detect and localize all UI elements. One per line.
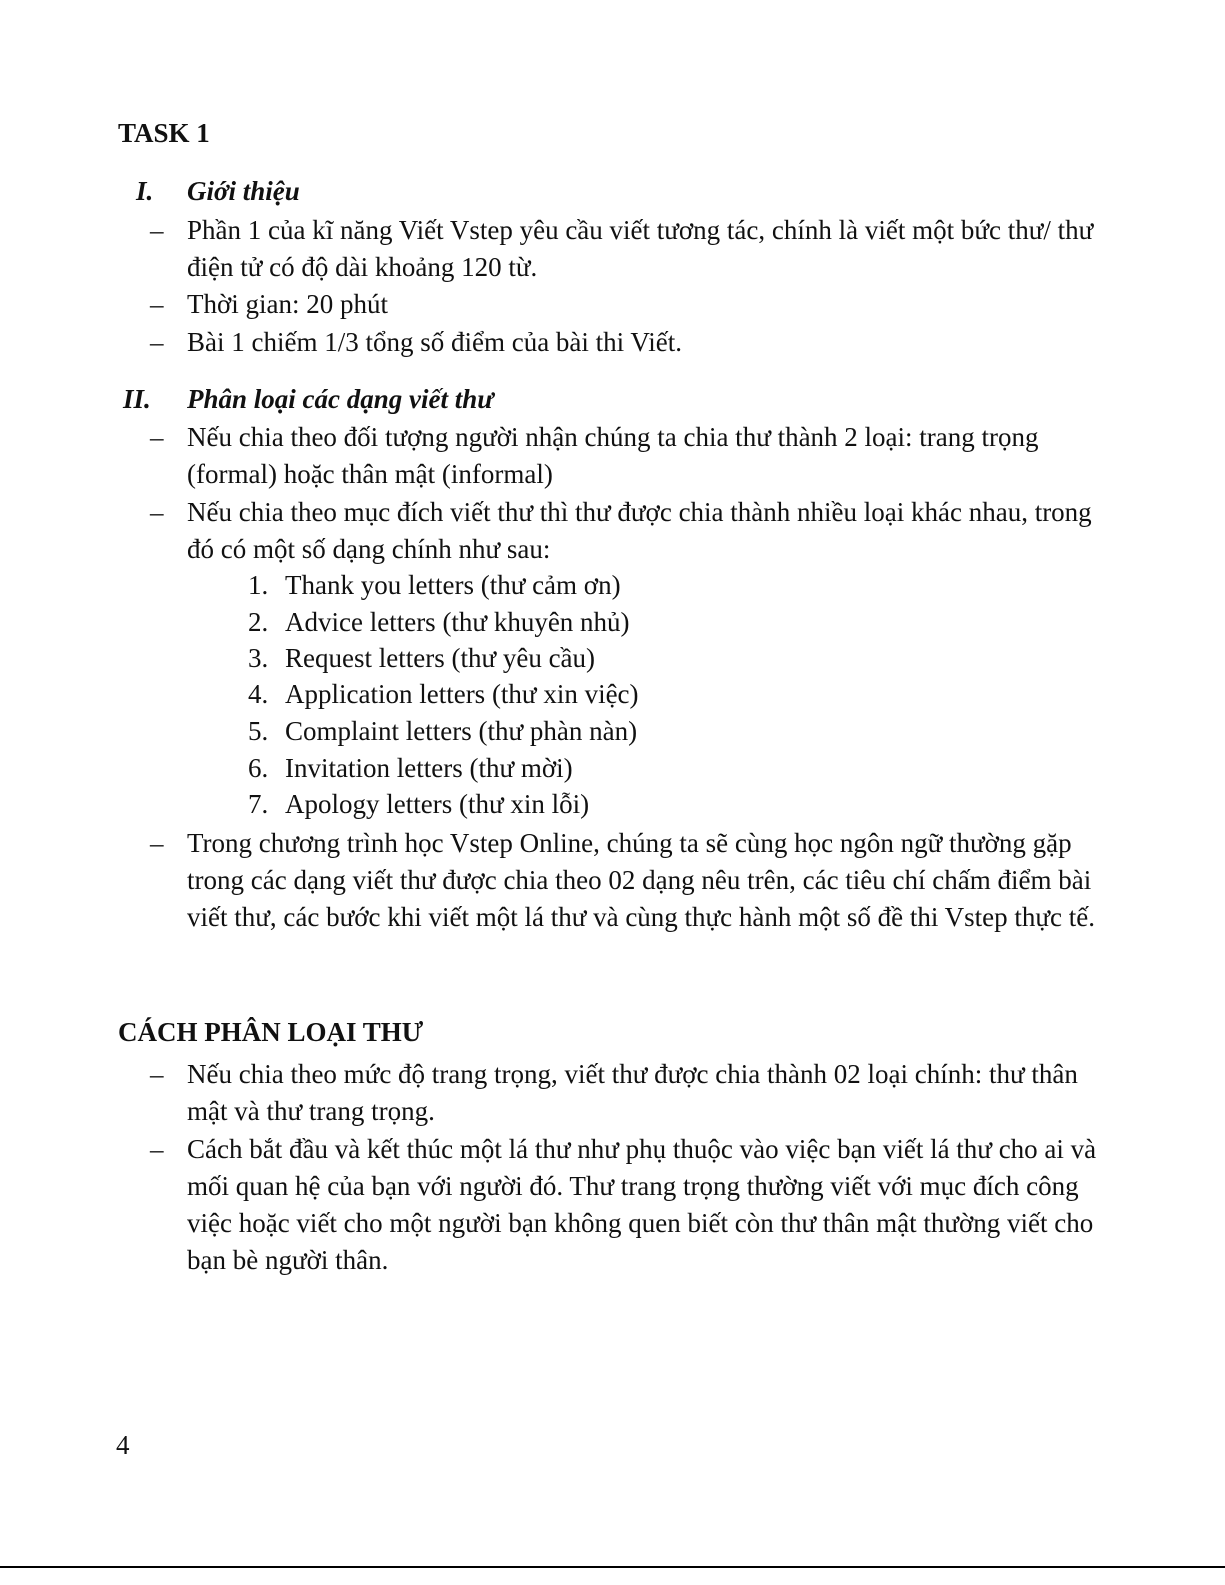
- item-number: 2.: [248, 607, 269, 637]
- numbered-item: [0, 713, 1225, 750]
- numbered-item: [0, 676, 1225, 713]
- dash-bullet: –: [150, 289, 164, 319]
- item-number: 1.: [248, 570, 269, 600]
- task-title: TASK 1: [118, 118, 210, 148]
- bullet-text: Cách bắt đầu và kết thúc một lá thư như phụ thuộc vào việc bạn viết lá thư cho ai và mối quan hệ của bạn với người đó. Thư trang trọng thường viết với mục đích công việc hoặc viết cho một người bạn không quen biết còn thư thân mật thường viết cho bạn bè người thân.: [187, 1134, 1097, 1275]
- dash-bullet: –: [150, 497, 164, 527]
- bullet-text: Nếu chia theo mục đích viết thư thì thư được chia thành nhiều loại khác nhau, trong đó có một số dạng chính như sau:: [187, 497, 1092, 564]
- bullet-text: Thời gian: 20 phút: [187, 289, 389, 319]
- section-numeral: I.: [136, 176, 154, 206]
- section-numeral: II.: [123, 384, 151, 414]
- dash-bullet: –: [150, 215, 164, 245]
- bullet-text: Bài 1 chiếm 1/3 tổng số điểm của bài thi Viết.: [187, 327, 683, 357]
- dash-bullet: –: [150, 1059, 164, 1089]
- section-title: Phân loại các dạng viết thư: [187, 384, 494, 414]
- dash-bullet: –: [150, 327, 164, 357]
- item-label: Apology letters (thư xin lỗi): [285, 789, 590, 819]
- bottom-divider: [0, 1566, 1225, 1568]
- numbered-item: [0, 750, 1225, 787]
- item-label: Invitation letters (thư mời): [285, 753, 573, 783]
- numbered-item: [0, 604, 1225, 641]
- section-heading-classification: CÁCH PHÂN LOẠI THƯ: [118, 1017, 424, 1047]
- section-title: Giới thiệu: [187, 176, 300, 206]
- numbered-item: [0, 567, 1225, 604]
- item-label: Request letters (thư yêu cầu): [285, 643, 596, 673]
- numbered-item: [0, 786, 1225, 823]
- item-label: Complaint letters (thư phàn nàn): [285, 716, 638, 746]
- item-label: Application letters (thư xin việc): [285, 679, 639, 709]
- dash-bullet: –: [150, 422, 164, 452]
- numbered-item: [0, 640, 1225, 677]
- bullet-text: Phần 1 của kĩ năng Viết Vstep yêu cầu viết tương tác, chính là viết một bức thư/ thư điện tử có độ dài khoảng 120 từ.: [187, 215, 1094, 282]
- item-label: Thank you letters (thư cảm ơn): [285, 570, 621, 600]
- dash-bullet: –: [150, 828, 164, 858]
- bullet-text: Nếu chia theo mức độ trang trọng, viết thư được chia thành 02 loại chính: thư thân mật và thư trang trọng.: [187, 1059, 1078, 1126]
- item-number: 3.: [248, 643, 269, 673]
- section-heading-letter-types: [0, 384, 1225, 420]
- item-label: Advice letters (thư khuyên nhủ): [285, 607, 630, 637]
- item-number: 5.: [248, 716, 269, 746]
- bullet-text: Nếu chia theo đối tượng người nhận chúng ta chia thư thành 2 loại: trang trọng (formal) hoặc thân mật (informal): [187, 422, 1039, 489]
- item-number: 6.: [248, 753, 269, 783]
- dash-bullet: –: [150, 1134, 164, 1164]
- item-number: 7.: [248, 789, 269, 819]
- section-heading-intro: [0, 176, 1225, 212]
- item-number: 4.: [248, 679, 269, 709]
- bullet-text: Trong chương trình học Vstep Online, chúng ta sẽ cùng học ngôn ngữ thường gặp trong các dạng viết thư được chia theo 02 dạng nêu trên, các tiêu chí chấm điểm bài viết thư, các bước khi viết một lá thư và cùng thực hành một số đề thi Vstep thực tế.: [187, 828, 1096, 932]
- page-number: 4: [116, 1430, 130, 1460]
